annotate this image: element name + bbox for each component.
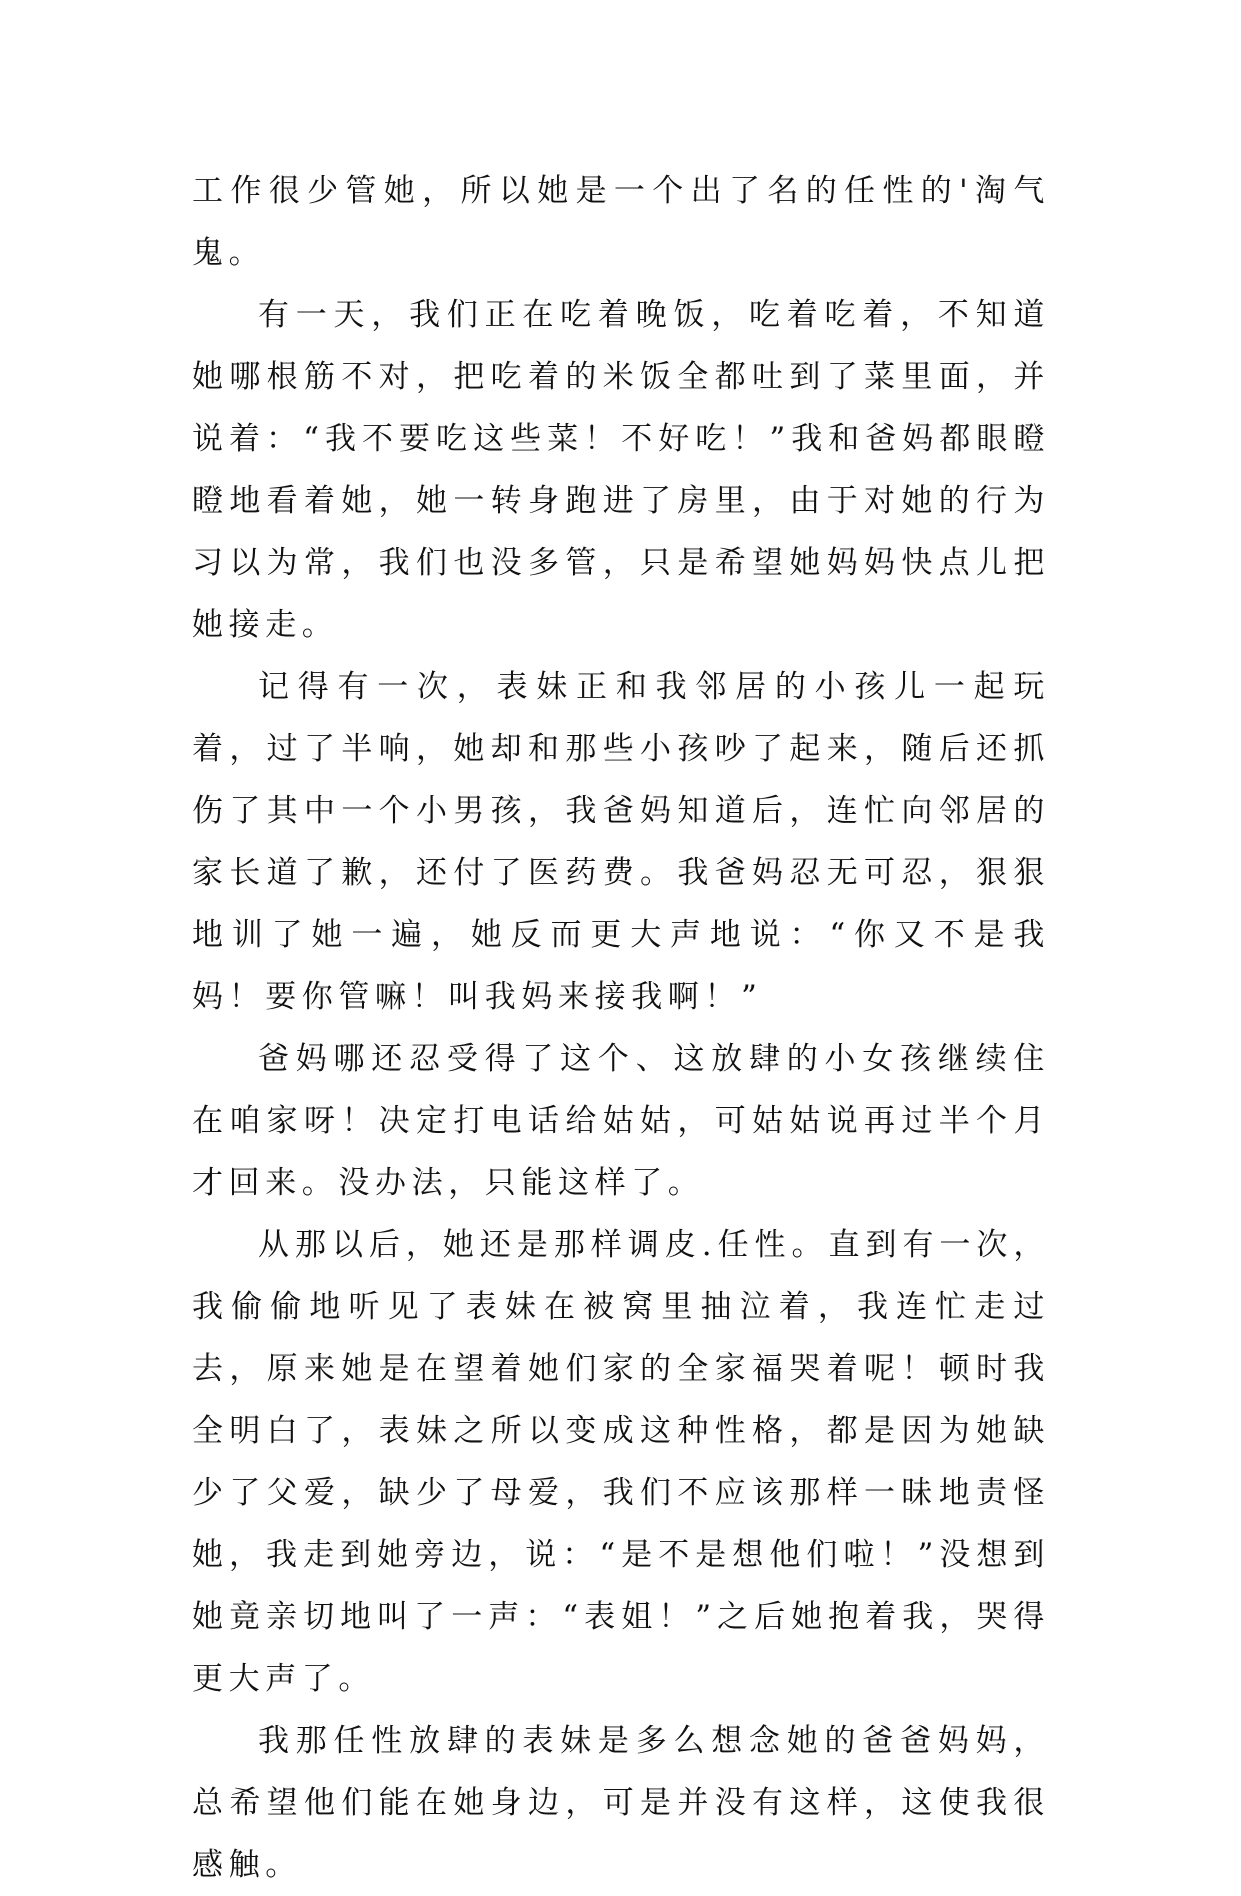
- paragraph-crying: 从那以后，她还是那样调皮.任性。直到有一次，我偷偷地听见了表妹在被窝里抽泣着，我连忙走过去，原来她是在望着她们家的全家福哭着呢！顿时我全明白了，表妹之所以变成这种性格，都是因为她缺少了父爱，缺少了母爱，我们不应该那样一昧地责怪她，我走到她旁边，说：“是不是想他们啦！”没想到她竟亲切地叫了一声：“表姐！”之后她抱着我，哭得更大声了。: [192, 1227, 1050, 1697]
- paragraph-conclusion: 我那任性放肆的表妹是多么想念她的爸爸妈妈，总希望他们能在她身边，可是并没有这样，这使我很感触。: [192, 1723, 1050, 1883]
- paragraph-dinner: 有一天，我们正在吃着晚饭，吃着吃着，不知道她哪根筋不对，把吃着的米饭全都吐到了菜里面，并说着：“我不要吃这些菜！不好吃！”我和爸妈都眼瞪瞪地看着她，她一转身跑进了房里，由于对她的行为习以为常，我们也没多管，只是希望她妈妈快点儿把她接走。: [192, 297, 1050, 643]
- paragraph-continuation: 工作很少管她，所以她是一个出了名的任性的'淘气鬼。: [192, 173, 1050, 271]
- paragraph-call-aunt: 爸妈哪还忍受得了这个、这放肆的小女孩继续住在咱家呀！决定打电话给姑姑，可姑姑说再过半个月才回来。没办法，只能这样了。: [192, 1041, 1050, 1201]
- paragraph-neighbor-kids: 记得有一次，表妹正和我邻居的小孩儿一起玩着，过了半响，她却和那些小孩吵了起来，随后还抓伤了其中一个小男孩，我爸妈知道后，连忙向邻居的家长道了歉，还付了医药费。我爸妈忍无可忍，狠狠地训了她一遍，她反而更大声地说：“你又不是我妈！要你管嘛！叫我妈来接我啊！”: [192, 669, 1050, 1015]
- document-body: [192, 160, 1050, 1896]
